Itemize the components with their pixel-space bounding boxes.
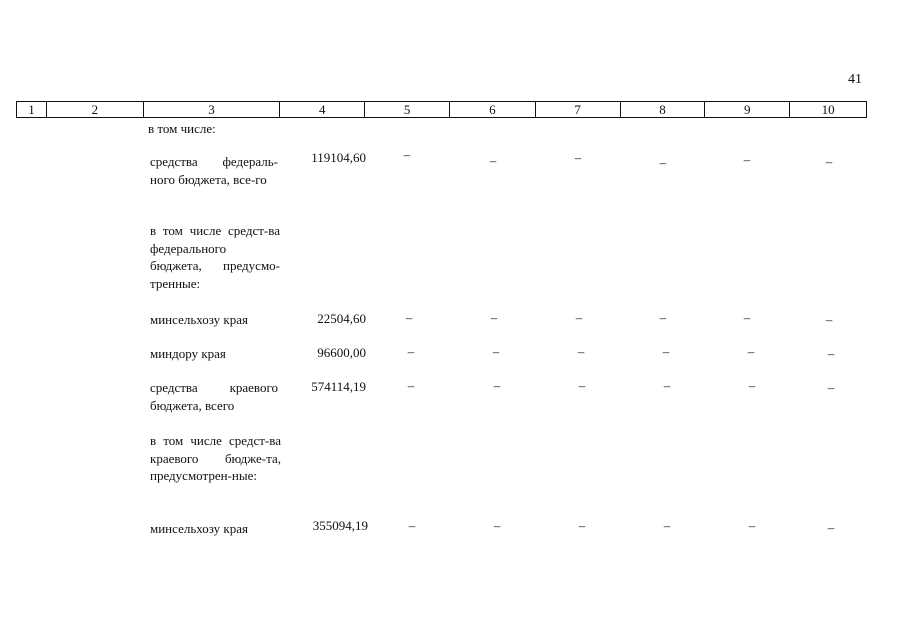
row-description: средства федераль-ного бюджета, все-го [150,154,278,187]
row-dash: – [493,378,501,393]
row-dash: – [577,344,585,359]
row-dash: – [489,153,497,168]
row-dash: – [407,378,415,393]
header-cell: 10 [821,102,835,117]
header-cell: 9 [705,102,790,117]
row-dash: – [743,152,751,167]
row-dash: – [492,344,500,359]
row-description: минсельхозу края [150,521,248,536]
header-cell: 6 [450,102,536,117]
row-description: миндору края [150,346,226,361]
header-cell: 4 [280,102,365,117]
row-amount: 574114,19 [311,379,366,394]
row-description: минсельхозу края [150,312,248,327]
row-dash: – [575,310,583,325]
row-dash: – [748,518,756,533]
row-dash: – [747,344,755,359]
row-dash: – [493,518,501,533]
header-cell: 3 [144,102,281,117]
row-dash: – [825,312,833,327]
row-dash: – [743,310,751,325]
page-number: 41 [848,72,862,87]
row-amount: 96600,00 [317,345,366,360]
row-dash: – [825,154,833,169]
header-cell: 7 [536,102,621,117]
row-dash: – [490,310,498,325]
row-description: в том числе средст-ва федерального бюджета, предусмо-тренные: [150,223,280,291]
row-dash: – [659,155,667,170]
row-dash: – [748,378,756,393]
row-dash: – [407,344,415,359]
row-dash: – [408,518,416,533]
row-dash: – [663,518,671,533]
row-description: в том числе средст-ва краевого бюдже-та, предусмотрен-ные: [150,433,281,483]
row-amount: 355094,19 [312,518,368,533]
header-cell: 5 [365,102,450,117]
row-dash: – [578,378,586,393]
row-dash: – [662,344,670,359]
row-dash: – [827,380,835,395]
row-description: в том числе: [148,121,216,136]
row-amount: 22504,60 [317,311,366,326]
row-dash: – [574,150,582,165]
row-dash: – [827,346,835,361]
row-dash: – [405,310,413,325]
row-dash: – [403,147,411,162]
row-dash: – [659,310,667,325]
header-cell: 2 [47,102,144,117]
row-dash: – [578,518,586,533]
row-amount: 119104,60 [311,150,366,165]
row-description: средства краевого бюджета, всего [150,380,278,413]
header-cell: 1 [17,102,47,117]
row-dash: – [827,520,835,535]
header-cell: 8 [621,102,706,117]
row-dash: – [663,378,671,393]
